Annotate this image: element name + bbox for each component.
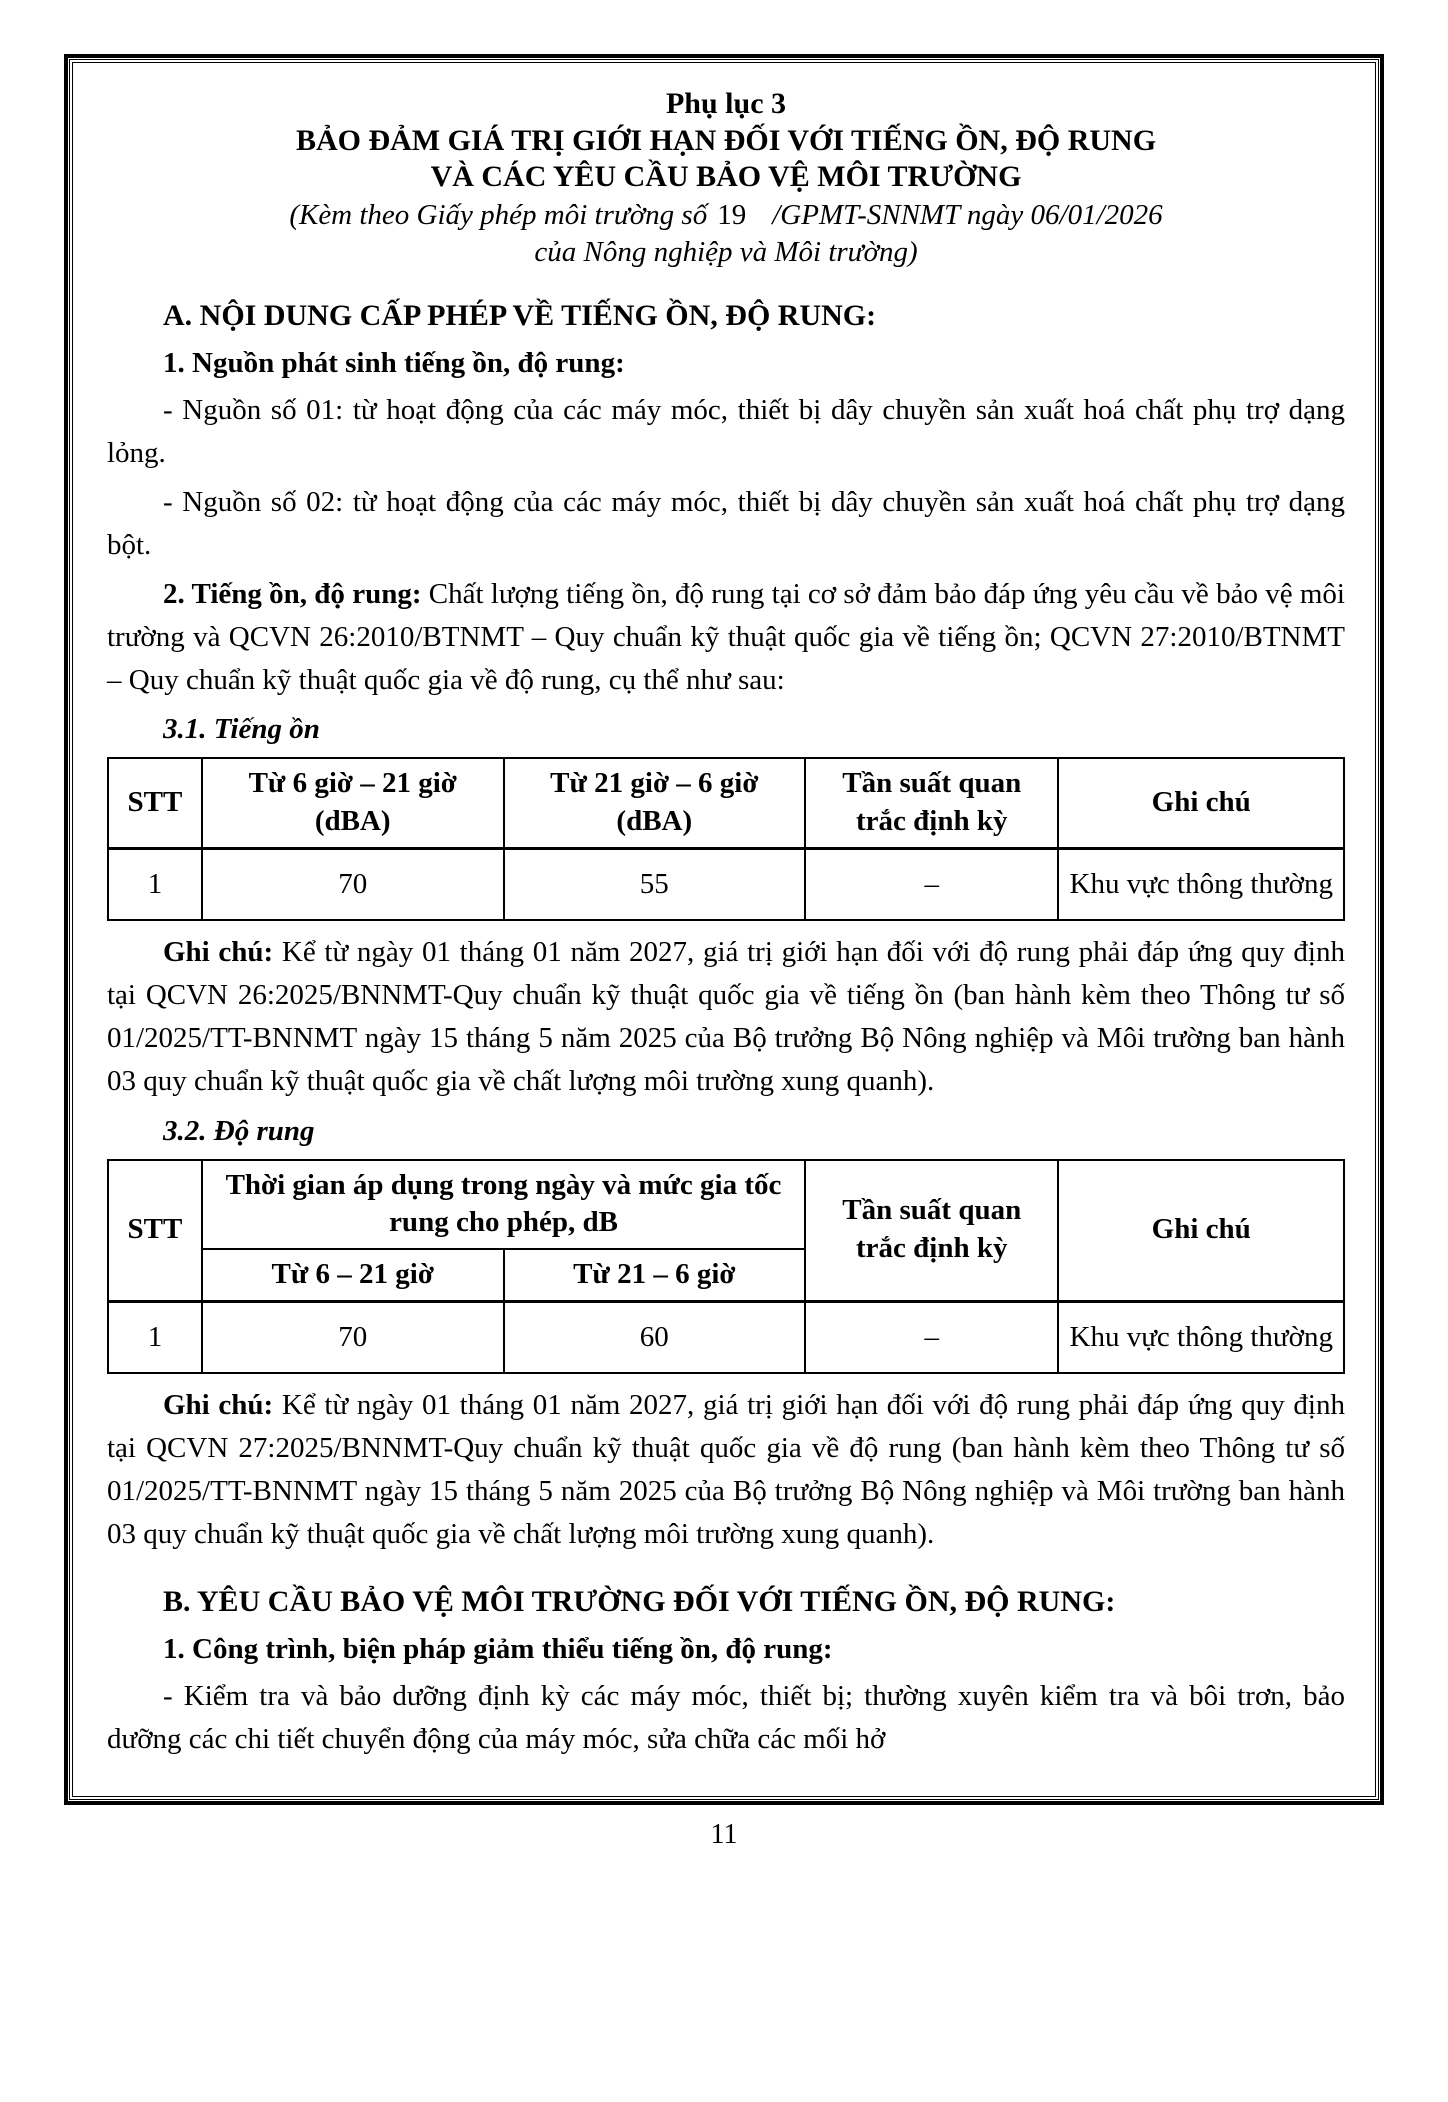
noise-cell-stt: 1 [108,848,202,920]
noise-header-note: Ghi chú [1058,758,1344,848]
noise-cell-frequency: – [805,848,1058,920]
document-title-line2: VÀ CÁC YÊU CẦU BẢO VỆ MÔI TRƯỜNG [430,160,1022,194]
noise-note-paragraph [107,931,1345,1103]
appendix-label: Phụ lục 3 [665,87,787,120]
vibration-header-group: Thời gian áp dụng trong ngày và mức gia tốc rung cho phép, dB [202,1160,805,1249]
permit-reference-line2: của Nông nghiệp và Môi trường) [534,236,918,269]
vibration-cell-nighttime: 60 [504,1301,806,1373]
vibration-cell-frequency: – [805,1301,1058,1373]
section-a-heading: A. NỘI DUNG CẤP PHÉP VỀ TIẾNG ỒN, ĐỘ RUNG: [163,299,877,333]
noise-table-data-row [108,848,1344,920]
noise-table-header-row [108,758,1344,848]
document-page [0,54,1448,2102]
noise-header-frequency: Tần suất quan trắc định kỳ [805,758,1058,848]
vibration-cell-note: Khu vực thông thường [1058,1301,1344,1373]
noise-source-item-1: - Nguồn số 01: từ hoạt động của các máy móc, thiết bị dây chuyền sản xuất hoá chất phụ trợ dạng lỏng. [107,394,1345,470]
vibration-note-label: Ghi chú: [163,1389,274,1422]
vibration-table-header-row1 [108,1160,1344,1249]
noise-cell-note: Khu vực thông thường [1058,848,1344,920]
section-b-heading: B. YÊU CẦU BẢO VỆ MÔI TRƯỜNG ĐỐI VỚI TIẾNG ỒN, ĐỘ RUNG: [163,1584,1116,1618]
page-number: 11 [710,1819,738,1851]
noise-header-nighttime: Từ 21 giờ – 6 giờ (dBA) [504,758,806,848]
noise-note-text: Kể từ ngày 01 tháng 01 năm 2027, giá trị giới hạn đối với độ rung phải đáp ứng quy định tại QCVN 26:2025/BNNMT-Quy chuẩn kỹ thuật quốc gia về tiếng ồn (ban hành kèm theo Thông tư số 01/2025/TT-BNNMT ngày 15 tháng 5 năm 2025 của Bộ trưởng Bộ Nông nghiệp và Môi trường ban hành 03 quy chuẩn kỹ thuật quốc gia về chất lượng môi trường xung quanh). [107,936,1345,1097]
vibration-note-paragraph [107,1384,1345,1556]
vibration-header-note: Ghi chú [1058,1160,1344,1302]
noise-quality-paragraph [107,573,1345,702]
noise-cell-nighttime: 55 [504,848,806,920]
noise-source-item-2: - Nguồn số 02: từ hoạt động của các máy móc, thiết bị dây chuyền sản xuất hoá chất phụ trợ dạng bột. [107,485,1345,561]
page-content-area [72,62,1376,1797]
noise-limits-table [107,757,1345,921]
permit-number: 19 [717,198,747,231]
vibration-header-nighttime: Từ 21 – 6 giờ [504,1249,806,1301]
vibration-table-data-row [108,1301,1344,1373]
vibration-header-daytime: Từ 6 – 21 giờ [202,1249,504,1301]
vibration-cell-daytime: 70 [202,1301,504,1373]
permit-reference-post: /GPMT-SNNMT ngày 06/01/2026 [772,198,1163,231]
mitigation-heading: 1. Công trình, biện pháp giảm thiểu tiếng ồn, độ rung: [163,1632,833,1665]
mitigation-item-1: - Kiểm tra và bảo dưỡng định kỳ các máy móc, thiết bị; thường xuyên kiểm tra và bôi trơn, bảo dưỡng các chi tiết chuyển động của máy móc, sửa chữa các mối hở [107,1679,1345,1755]
noise-quality-label: 2. Tiếng ồn, độ rung: [163,577,422,610]
vibration-subheading: 3.2. Độ rung [163,1114,315,1147]
page-border-frame [64,54,1384,1805]
noise-header-stt: STT [108,758,202,848]
vibration-limits-table [107,1159,1345,1375]
page-border-middle-line [69,59,1379,1800]
noise-header-daytime: Từ 6 giờ – 21 giờ (dBA) [202,758,504,848]
permit-reference-pre: (Kèm theo Giấy phép môi trường số [289,198,708,231]
permit-reference-line1 [107,198,1345,233]
noise-cell-daytime: 70 [202,848,504,920]
vibration-note-text: Kể từ ngày 01 tháng 01 năm 2027, giá trị giới hạn đối với độ rung phải đáp ứng quy định tại QCVN 27:2025/BNNMT-Quy chuẩn kỹ thuật quốc gia về độ rung (ban hành kèm theo Thông tư số 01/2025/TT-BNNMT ngày 15 tháng 5 năm 2025 của Bộ trưởng Bộ Nông nghiệp và Môi trường ban hành 03 quy chuẩn kỹ thuật quốc gia về chất lượng môi trường xung quanh). [107,1389,1345,1550]
noise-note-label: Ghi chú: [163,936,274,969]
noise-sources-heading: 1. Nguồn phát sinh tiếng ồn, độ rung: [163,347,625,380]
vibration-cell-stt: 1 [108,1301,202,1373]
noise-subheading: 3.1. Tiếng ồn [163,713,320,746]
vibration-header-frequency: Tần suất quan trắc định kỳ [805,1160,1058,1302]
noise-quality-text: Chất lượng tiếng ồn, độ rung tại cơ sở đảm bảo đáp ứng yêu cầu về bảo vệ môi trường và QCVN 26:2010/BTNMT – Quy chuẩn kỹ thuật quốc gia về tiếng ồn; QCVN 27:2010/BTNMT – Quy chuẩn kỹ thuật quốc gia về độ rung, cụ thể như sau: [107,577,1345,696]
vibration-header-stt: STT [108,1160,202,1302]
document-title-line1: BẢO ĐẢM GIÁ TRỊ GIỚI HẠN ĐỐI VỚI TIẾNG ỒN, ĐỘ RUNG [295,123,1157,157]
